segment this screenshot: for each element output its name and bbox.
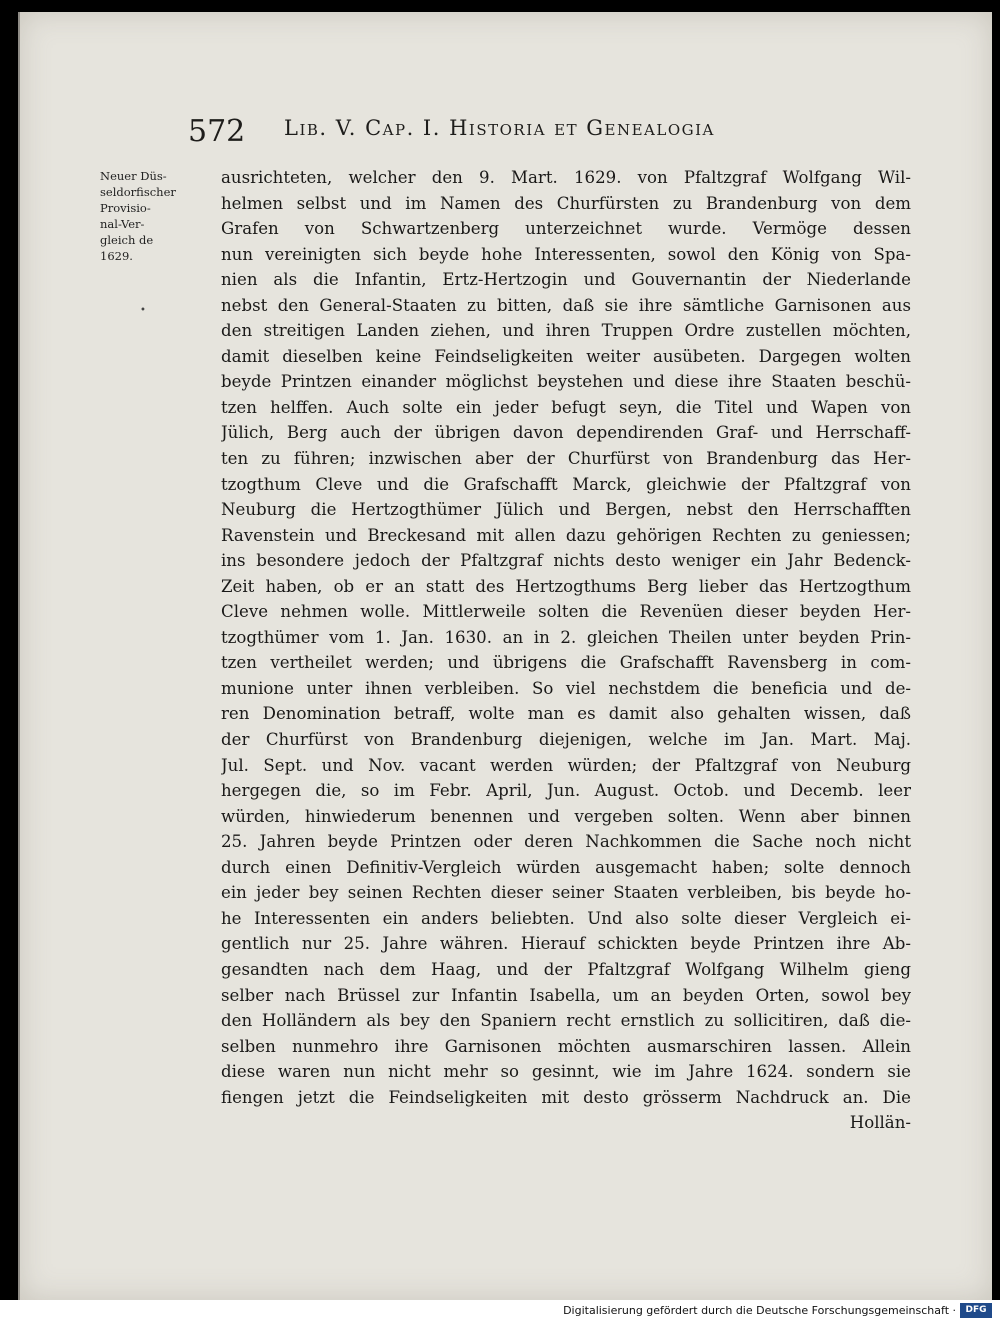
text-line: Cleve nehmen wolle. Mittlerweile solten die Revenüen dieser beyden Her- — [221, 602, 911, 622]
text-line: 25. Jahren beyde Printzen oder deren Nachkommen die Sache noch nicht — [221, 832, 911, 852]
text-line: tzen helffen. Auch solte ein jeder befugt seyn, die Titel und Wapen von — [221, 397, 911, 417]
text-line: fiengen jetzt die Feindseligkeiten mit desto grösserm Nachdruck an. Die — [221, 1087, 911, 1107]
catchword: Hollän- — [849, 1113, 911, 1133]
text-line: durch einen Definitiv-Vergleich würden ausgemacht haben; solte dennoch — [221, 857, 911, 877]
text-line: Neuburg die Hertzogthümer Jülich und Bergen, nebst den Herrschafften — [221, 500, 911, 520]
text-line: ein jeder bey seinen Rechten dieser seiner Staaten verbleiben, bis beyde ho- — [221, 883, 911, 903]
text-line: gesandten nach dem Haag, und der Pfaltzgraf Wolfgang Wilhelm gieng — [221, 959, 911, 979]
body-text — [221, 165, 911, 1136]
margin-note — [100, 168, 208, 264]
text-line: gentlich nur 25. Jahre währen. Hierauf schickten beyde Printzen ihre Ab- — [221, 934, 911, 954]
margin-note-line: seldorfischer — [100, 185, 176, 199]
text-line: tzogthümer vom 1. Jan. 1630. an in 2. gleichen Theilen unter beyden Prin- — [221, 627, 911, 647]
text-line: selber nach Brüssel zur Infantin Isabella, um an beyden Orten, sowol bey — [221, 985, 911, 1005]
text-line: Jul. Sept. und Nov. vacant werden würden; der Pfaltzgraf von Neuburg — [221, 755, 911, 775]
footer-credit: Digitalisierung gefördert durch die Deutsche Forschungsgemeinschaft · — [563, 1304, 956, 1317]
text-line: ren Denomination betraff, wolte man es damit also gehalten wissen, daß — [221, 704, 911, 724]
text-line: den Holländern als bey den Spaniern recht ernstlich zu sollicitiren, daß die- — [221, 1011, 911, 1031]
margin-note-line: nal-Ver- — [100, 217, 145, 231]
text-line: ten zu führen; inzwischen aber der Churfürst von Brandenburg das Her- — [221, 449, 911, 469]
text-line: Jülich, Berg auch der übrigen davon dependirenden Graf- und Herrschaff- — [221, 423, 911, 443]
margin-note-line: Neuer Düs- — [100, 169, 167, 183]
text-line: den streitigen Landen ziehen, und ihren Truppen Ordre zustellen möchten, — [221, 321, 911, 341]
text-line: beyde Printzen einander möglichst beystehen und diese ihre Staaten beschü- — [221, 372, 911, 392]
page-header — [188, 104, 808, 149]
text-line: he Interessenten ein anders beliebten. Und also solte dieser Vergleich ei- — [221, 908, 911, 928]
text-line: hergegen die, so im Febr. April, Jun. August. Octob. und Decemb. leer — [221, 781, 911, 801]
text-line: nun vereinigten sich beyde hohe Interessenten, sowol den König von Spa- — [221, 244, 911, 264]
dfg-logo: DFG — [960, 1303, 992, 1318]
text-line: Ravenstein und Breckesand mit allen dazu gehörigen Rechten zu geniessen; — [221, 525, 911, 545]
text-line: tzen vertheilet werden; und übrigens die Grafschafft Ravensberg in com- — [221, 653, 911, 673]
margin-note-line: Provisio- — [100, 201, 151, 215]
footer-bar — [0, 1300, 1000, 1323]
margin-mark: • — [140, 305, 146, 316]
text-line: Zeit haben, ob er an statt des Hertzogthums Berg lieber das Hertzogthum — [221, 576, 911, 596]
text-line: der Churfürst von Brandenburg diejenigen, welche im Jan. Mart. Maj. — [221, 730, 911, 750]
text-line: helmen selbst und im Namen des Churfürsten zu Brandenburg von dem — [221, 193, 911, 213]
text-line: würden, hinwiederum benennen und vergeben solten. Wenn aber binnen — [221, 806, 911, 826]
text-line: ausrichteten, welcher den 9. Mart. 1629. von Pfaltzgraf Wolfgang Wil- — [221, 168, 911, 187]
text-line: nien als die Infantin, Ertz-Hertzogin und Gouvernantin der Niederlande — [221, 270, 911, 290]
running-head: Lib. V. Cap. I. Historia et Genealogia — [284, 116, 715, 140]
text-line: selben nunmehro ihre Garnisonen möchten ausmarschiren lassen. Allein — [221, 1036, 911, 1056]
page-number: 572 — [188, 114, 246, 149]
text-line: Grafen von Schwartzenberg unterzeichnet wurde. Vermöge dessen — [221, 219, 911, 239]
text-line: tzogthum Cleve und die Grafschafft Marck, gleichwie der Pfaltzgraf von — [221, 474, 911, 494]
text-line: munione unter ihnen verbleiben. So viel nechstdem die beneficia und de- — [221, 678, 911, 698]
text-line: nebst den General-Staaten zu bitten, daß sie ihre sämtliche Garnisonen aus — [221, 295, 911, 315]
text-line: damit dieselben keine Feindseligkeiten weiter ausübeten. Dargegen wolten — [221, 346, 911, 366]
margin-note-line: 1629. — [100, 249, 133, 263]
text-line: ins besondere jedoch der Pfaltzgraf nichts desto weniger ein Jahr Bedenck- — [221, 551, 911, 571]
margin-note-line: gleich de — [100, 233, 154, 247]
text-line: diese waren nun nicht mehr so gesinnt, wie im Jahre 1624. sondern sie — [221, 1062, 911, 1082]
